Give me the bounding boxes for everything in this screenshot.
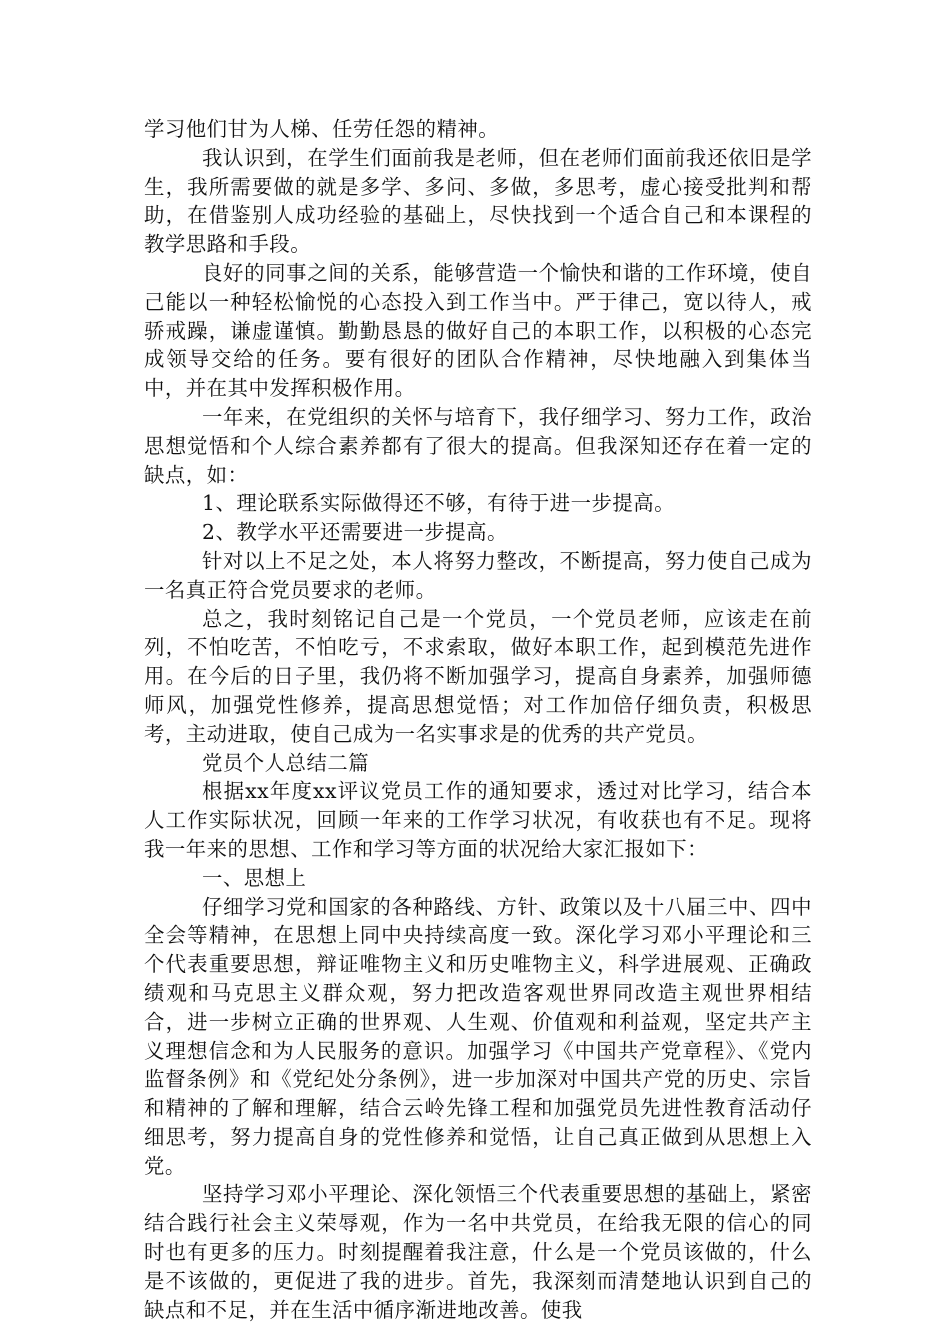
section-title: 党员个人总结二篇 (202, 750, 370, 775)
paragraph-7: 根据xx年度xx评议党员工作的通知要求，透过对比学习，结合本人工作实际状况，回顾一年来的工作学习状况，有收获也有不足。现将我一年来的思想、工作和学习等方面的状况给大家汇报如下： (144, 779, 812, 861)
paragraph-2: 我认识到，在学生们面前我是老师，但在老师们面前我还依旧是学生，我所需要做的就是多学、多问、多做，多思考，虚心接受批判和帮助，在借鉴别人成功经验的基础上，尽快找到一个适合自己和本课程的教学思路和手段。 (144, 145, 812, 257)
paragraph-6: 总之，我时刻铭记自己是一个党员，一个党员老师，应该走在前列，不怕吃苦，不怕吃亏，不求索取，做好本职工作，起到模范先进作用。在今后的日子里，我仍将不断加强学习，提高自身素养，加强师德师风，加强党性修养，提高思想觉悟；对工作加倍仔细负责，积极思考，主动进取，使自己成为一名实事求是的优秀的共产党员。 (144, 606, 812, 746)
document-body (144, 115, 812, 1324)
paragraph-5: 针对以上不足之处，本人将努力整改，不断提高，努力使自己成为一名真正符合党员要求的老师。 (144, 548, 812, 602)
list-item-1: 1、理论联系实际做得还不够，有待于进一步提高。 (202, 491, 676, 516)
paragraph-9: 坚持学习邓小平理论、深化领悟三个代表重要思想的基础上，紧密结合践行社会主义荣辱观，作为一名中共党员，在给我无限的信心的同时也有更多的压力。时刻提醒着我注意，什么是一个党员该做的，什么是不该做的，更促进了我的进步。首先，我深刻而清楚地认识到自己的缺点和不足，并在生活中循序渐进地改善。使我 (144, 1182, 812, 1322)
paragraph-1: 学习他们甘为人梯、任劳任怨的精神。 (144, 117, 500, 141)
paragraph-3: 良好的同事之间的关系，能够营造一个愉快和谐的工作环境，使自己能以一种轻松愉悦的心态投入到工作当中。严于律己，宽以待人，戒骄戒躁，谦虚谨慎。勤勤恳恳的做好自己的本职工作，以积极的心态完成领导交给的任务。要有很好的团队合作精神，尽快地融入到集体当中，并在其中发挥积极作用。 (144, 260, 812, 401)
paragraph-4: 一年来，在党组织的关怀与培育下，我仔细学习、努力工作，政治思想觉悟和个人综合素养都有了很大的提高。但我深知还存在着一定的缺点，如： (144, 404, 812, 487)
subsection-heading: 一、思想上 (202, 865, 307, 890)
list-item-2: 2、教学水平还需要进一步提高。 (202, 520, 508, 545)
paragraph-8: 仔细学习党和国家的各种路线、方针、政策以及十八届三中、四中全会等精神，在思想上同中央持续高度一致。深化学习邓小平理论和三个代表重要思想，辩证唯物主义和历史唯物主义，科学进展观、正确政绩观和马克思主义群众观，努力把改造客观世界同改造主观世界相结合，进一步树立正确的世界观、人生观、价值观和利益观，坚定共产主义理想信念和为人民服务的意识。加强学习《中国共产党章程》、《党内监督条例》和《党纪处分条例》，进一步加深对中国共产党的历史、宗旨和精神的了解和理解，结合云岭先锋工程和加强党员先进性教育活动仔细思考，努力提高自身的党性修养和觉悟，让自己真正做到从思想上入党。 (144, 894, 812, 1178)
